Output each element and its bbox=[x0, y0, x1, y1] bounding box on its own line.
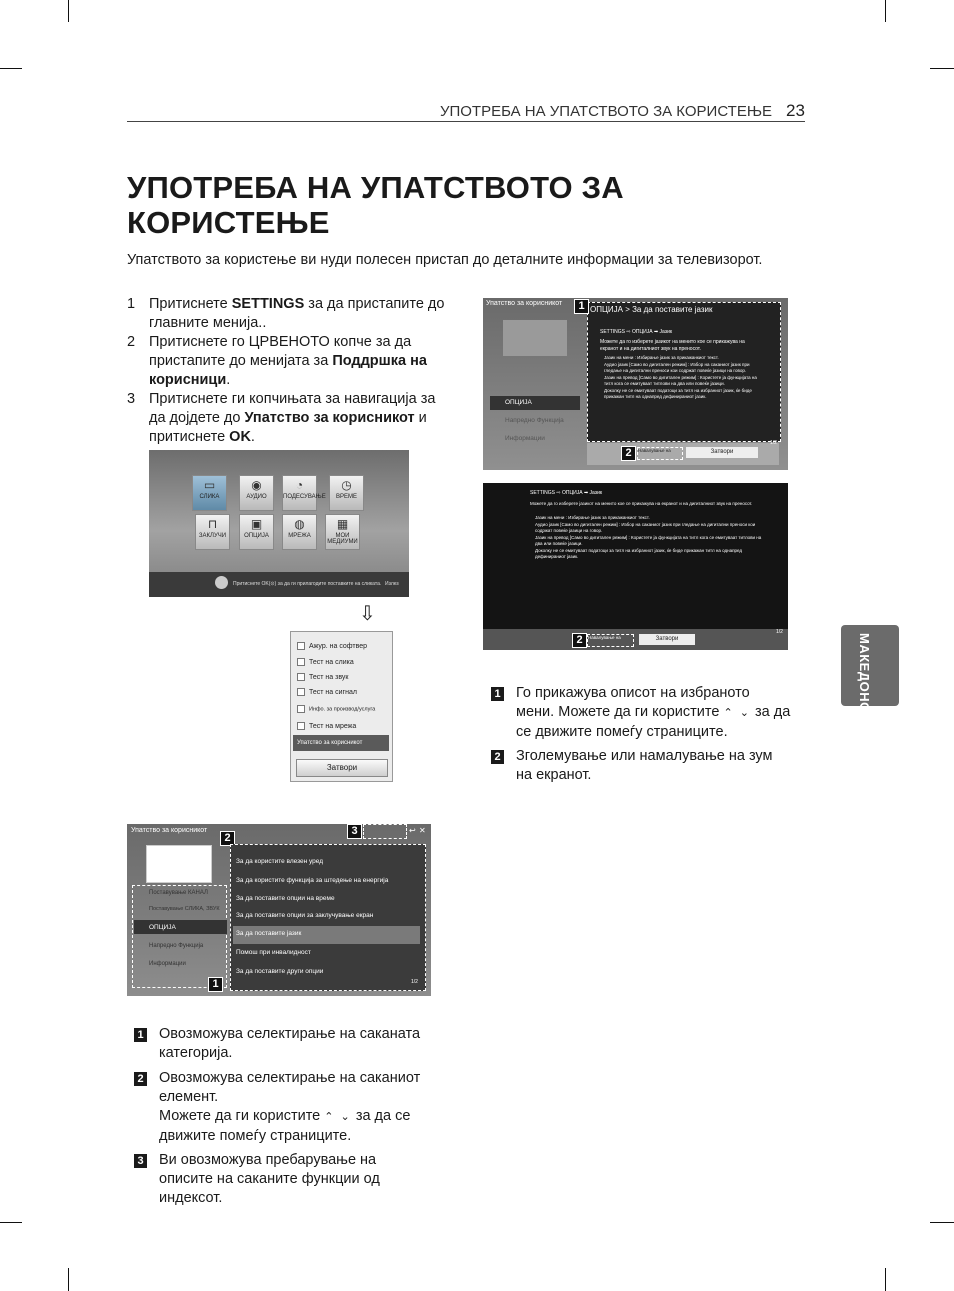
crop-mark bbox=[930, 68, 954, 69]
menu-item-selected[interactable]: Упатство за корисникот bbox=[293, 735, 389, 751]
tile-label: СЛИКА bbox=[199, 494, 220, 500]
screen-title: Упатство за корисникот bbox=[486, 300, 563, 307]
legend-text: за да се движите помеѓу страниците. bbox=[159, 1108, 411, 1144]
legend-text: Ви овозможува пребарување на описите на саканите функции од индексот. bbox=[159, 1152, 380, 1206]
zoom-button[interactable]: Навалување на bbox=[587, 634, 634, 647]
legend-right-2 bbox=[491, 747, 791, 785]
tile-label: МОИ МЕДИУМИ bbox=[327, 533, 358, 545]
tile-label: АУДИО bbox=[246, 494, 267, 500]
list-item[interactable]: Помош при инвалидност bbox=[236, 949, 311, 956]
callout-1: 1 bbox=[574, 299, 589, 314]
zoom-button[interactable]: Навалување на bbox=[637, 447, 683, 460]
page-indicator: 1/2 bbox=[776, 629, 783, 635]
globe-icon: ◍ bbox=[294, 517, 305, 531]
tile-label: ПОДЕСУВАЊЕ bbox=[283, 494, 326, 500]
briefcase-icon: ▣ bbox=[250, 517, 263, 531]
crop-mark bbox=[68, 0, 69, 22]
legend-text: за да се движите помеѓу страниците. bbox=[516, 704, 791, 740]
menu-item[interactable]: Инфо. за производ/услуга bbox=[297, 705, 375, 713]
legend-text: Зголемување или намалување на зум на екранот. bbox=[516, 748, 773, 783]
category-item[interactable]: ОПЦИЈА bbox=[505, 399, 532, 406]
page-number: 23 bbox=[786, 101, 805, 120]
close-icon[interactable]: ✕ bbox=[419, 826, 426, 835]
legend-number: 1 bbox=[134, 1028, 147, 1042]
detail-bullets bbox=[535, 515, 765, 561]
tile-setup[interactable] bbox=[282, 475, 326, 511]
crop-mark bbox=[0, 1222, 22, 1223]
page-indicator: 1/2 bbox=[411, 979, 418, 985]
step-number: 3 bbox=[127, 391, 136, 407]
step-number: 2 bbox=[127, 334, 136, 350]
detail-heading: ОПЦИЈА > За да поставите јазик bbox=[590, 305, 713, 314]
category-item[interactable]: Информации bbox=[505, 435, 545, 442]
tv-hint-text: Притиснете OK(⊙) за да ги прилагодите поставките на сликата. bbox=[233, 581, 382, 587]
header-rule bbox=[127, 121, 805, 122]
intro-text: Упатството за користење ви нуди полесен пристап до деталните информации за телевизорот. bbox=[127, 252, 763, 268]
category-selected-bg bbox=[490, 396, 580, 410]
tile-network[interactable] bbox=[282, 514, 317, 550]
tile-time[interactable] bbox=[329, 475, 364, 511]
tile-label: ВРЕМЕ bbox=[335, 494, 357, 500]
close-button[interactable]: Затвори bbox=[686, 447, 758, 458]
running-header: УПОТРЕБА НА УПАТСТВОТО ЗА КОРИСТЕЊЕ bbox=[439, 103, 772, 120]
support-menu bbox=[290, 631, 393, 782]
legend-right-1 bbox=[491, 684, 791, 742]
legend-text: Го прикажува описот на избраното мени. Можете да ги користите bbox=[516, 685, 750, 720]
tile-label: ЗАКЛУЧИ bbox=[198, 533, 227, 539]
list-item[interactable]: За да поставите опции на време bbox=[236, 895, 335, 902]
step-text: . bbox=[226, 372, 231, 388]
crop-mark bbox=[0, 68, 22, 69]
category-item[interactable]: Поставување КАНАЛ bbox=[149, 890, 208, 896]
step-text: Притиснете ги копчињата за навигација за да дојдете до bbox=[149, 391, 436, 426]
tile-lock[interactable] bbox=[195, 514, 230, 550]
bullet: Аудио јазик [Само во дигитален режим] : Избор на саканиот јазик при гледање на дигитални преноси кои содржат повеќе јазици на говор. bbox=[535, 521, 756, 533]
step-text: за да пристапите до главните менија.. bbox=[149, 296, 445, 331]
guide-detail-screen bbox=[483, 298, 788, 470]
list-item-selected[interactable]: За да поставите јазик bbox=[236, 930, 302, 937]
menu-item[interactable]: Тест на сигнал bbox=[297, 688, 357, 696]
category-item[interactable]: Напредно Функција bbox=[149, 943, 204, 949]
crop-mark bbox=[885, 1268, 886, 1291]
detail-path: SETTINGS ⇨ ОПЦИЈА ➡ Јазик bbox=[530, 490, 603, 496]
step-keyword: SETTINGS bbox=[231, 296, 305, 312]
screen-title: Упатство за корисникот bbox=[131, 827, 208, 834]
legend-text: Овозможува селектирање на саканата категорија. bbox=[159, 1026, 421, 1061]
up-down-arrows-icon: ⌃ ⌄ bbox=[324, 1111, 352, 1123]
close-button[interactable]: Затвори bbox=[296, 759, 388, 777]
category-item[interactable]: Напредно Функција bbox=[505, 417, 564, 424]
crop-mark bbox=[930, 1222, 954, 1223]
legend-left-3 bbox=[134, 1151, 434, 1208]
speaker-icon: ◉ bbox=[251, 478, 262, 492]
tile-media[interactable] bbox=[325, 514, 360, 550]
category-item[interactable]: Информации bbox=[149, 961, 186, 967]
menu-item[interactable]: Ажур. на софтвер bbox=[297, 642, 367, 650]
tv-hint-bar bbox=[149, 572, 409, 597]
lock-icon: ⊓ bbox=[207, 517, 218, 531]
down-arrow-icon: ⇩ bbox=[359, 603, 376, 625]
callout-2: 2 bbox=[220, 831, 235, 846]
legend-number: 2 bbox=[491, 750, 504, 764]
back-icon[interactable]: ↩ bbox=[409, 826, 416, 835]
preview-image bbox=[503, 320, 567, 356]
category-highlight bbox=[132, 885, 227, 988]
step-number: 1 bbox=[127, 296, 136, 312]
tile-picture[interactable] bbox=[192, 475, 227, 511]
legend-left-1 bbox=[134, 1025, 434, 1063]
detail-path: SETTINGS ⇨ ОПЦИЈА ➡ Јазик bbox=[600, 329, 673, 335]
guide-fullscreen bbox=[483, 483, 788, 650]
callout-1: 1 bbox=[208, 977, 223, 992]
step-keyword: Упатство за корисникот bbox=[244, 410, 415, 426]
search-highlight bbox=[363, 824, 407, 839]
ok-icon bbox=[215, 576, 228, 589]
menu-item[interactable]: Тест на слика bbox=[297, 658, 354, 666]
step-text: . bbox=[250, 429, 255, 445]
preview-image bbox=[146, 845, 212, 883]
callout-3: 3 bbox=[347, 824, 362, 839]
legend-number: 2 bbox=[134, 1072, 147, 1086]
menu-item[interactable]: Тест на мрежа bbox=[297, 722, 356, 730]
category-item[interactable]: Поставување СЛИКА, ЗВУК bbox=[149, 906, 220, 912]
list-item[interactable]: За да користите влезен уред bbox=[236, 858, 324, 865]
callout-2: 2 bbox=[621, 446, 636, 461]
media-icon: ▦ bbox=[336, 517, 349, 531]
detail-bullets bbox=[604, 355, 762, 401]
step-text: и притиснете bbox=[149, 410, 427, 445]
tile-label: МРЕЖА bbox=[288, 533, 311, 539]
legend-text: Овозможува селектирање на саканиот елемент. bbox=[159, 1070, 421, 1105]
user-guide-index-screen bbox=[127, 824, 431, 996]
bullet: Јазик на превод [Само во дигитален режим] : Користете ја функцијата на титл кога се емитуваат титлови на два или повеќе јазици. bbox=[604, 374, 757, 386]
detail-body: Можете да го изберете јазикот на менито кое се прикажува на екранот и на дигиталниот звук на преносот. bbox=[530, 501, 753, 506]
step-text: Притиснете го ЦРВЕНОТО копче за да пристапите до менијата за bbox=[149, 334, 412, 369]
steps-list bbox=[127, 295, 447, 447]
step-2 bbox=[127, 333, 447, 390]
bottom-bar bbox=[483, 629, 788, 650]
language-tab bbox=[841, 625, 899, 731]
tv-settings-screen bbox=[149, 450, 409, 597]
bullet: Аудио јазик [Само во дигитален режим] : Избор на саканиот јазик при гледање на дигитални преноси кои содржат повеќе јазици на говор. bbox=[604, 361, 750, 373]
legend-number: 3 bbox=[134, 1154, 147, 1168]
crop-mark bbox=[885, 0, 886, 22]
step-keyword: OK bbox=[229, 429, 251, 445]
bullet: Јазик на мени : Избирање јазик за прикажанкиот текст. bbox=[604, 355, 719, 360]
tv-exit-label: Излез bbox=[385, 581, 399, 587]
step-text: Притиснете bbox=[149, 296, 232, 312]
close-button[interactable]: Затвори bbox=[639, 634, 695, 645]
legend-left-2 bbox=[134, 1069, 434, 1146]
bullet: Јазик на превод [Само во дигитален режим] : Користете ја функцијата на титл кога се емитуваат титлови на два или повеќе јазици. bbox=[535, 534, 762, 546]
list-item[interactable]: За да користите функција за штедење на енергија bbox=[236, 877, 389, 884]
page-indicator: 1/2 bbox=[770, 440, 777, 446]
category-item[interactable]: ОПЦИЈА bbox=[149, 924, 176, 931]
clock-icon: ◷ bbox=[341, 478, 352, 492]
page-title: УПОТРЕБА НА УПАТСТВОТО ЗА КОРИСТЕЊЕ bbox=[127, 170, 624, 240]
menu-item[interactable]: Тест на звук bbox=[297, 673, 348, 681]
tile-audio[interactable] bbox=[239, 475, 274, 511]
detail-body: Можете да го изберете јазикот на менито кое се прикажува на екранот и на дигиталниот звук на преносот. bbox=[600, 339, 745, 352]
legend-number: 1 bbox=[491, 687, 504, 701]
tv-icon: ▭ bbox=[203, 478, 216, 492]
category-selected-bg bbox=[134, 920, 227, 934]
list-item[interactable]: За да поставите други опции bbox=[236, 968, 324, 975]
step-1 bbox=[127, 295, 447, 333]
note: Доколку не се емитуваат податоци за титл на избраниот јазик, ќе биде прикажан титл на однапред дефинираниот јазик. bbox=[604, 387, 752, 399]
crop-mark bbox=[68, 1268, 69, 1291]
legend-text: Можете да ги користите bbox=[159, 1108, 321, 1124]
tile-option[interactable] bbox=[239, 514, 274, 550]
step-keyword: Поддршка на корисници bbox=[149, 353, 427, 388]
bullet: Јазик на мени : Избирање јазик за прикажанкиот текст. bbox=[535, 515, 650, 520]
step-3 bbox=[127, 390, 447, 447]
callout-2: 2 bbox=[572, 633, 587, 648]
up-down-arrows-icon: ⌃ ⌄ bbox=[723, 707, 751, 719]
list-item[interactable]: За да поставите опции за заклучување екран bbox=[236, 912, 374, 919]
language-tab-label: МАКЕДОНСКИ bbox=[857, 633, 872, 731]
tile-label: ОПЦИЈА bbox=[244, 533, 269, 539]
satellite-icon: ◔ bbox=[295, 478, 304, 492]
note: Доколку не се емитуваат податоци за титл на избраниот јазик, ќе биде прикажан титл на однапред дефинираниот јазик. bbox=[535, 547, 743, 559]
